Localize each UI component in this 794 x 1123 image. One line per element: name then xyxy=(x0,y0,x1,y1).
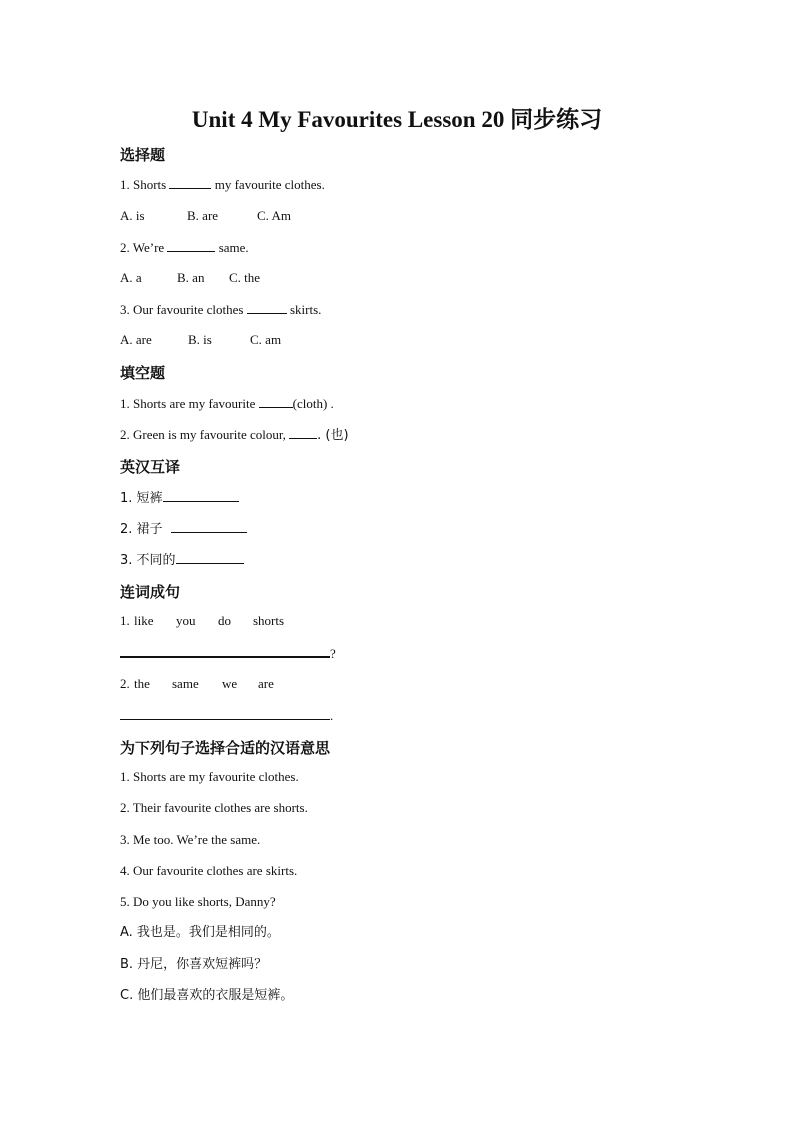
answer-line xyxy=(120,706,330,720)
page-title: Unit 4 My Favourites Lesson 20 同步练习 xyxy=(191,107,603,132)
match-sentence-5: 5. Do you like shorts, Danny? xyxy=(120,894,276,909)
question-text: skirts. xyxy=(289,302,322,317)
question-text: my favourite clothes. xyxy=(214,177,325,192)
answer-blank xyxy=(169,175,211,189)
fill-question-2 xyxy=(120,425,349,443)
scrambled-word: same xyxy=(172,676,199,691)
question-text: 1. Shorts are my favourite xyxy=(120,396,256,411)
fill-question-1 xyxy=(120,394,334,412)
translate-item-1 xyxy=(120,488,239,506)
translate-item-3 xyxy=(120,550,244,568)
answer-line xyxy=(120,643,330,658)
question-text: 1. Shorts xyxy=(120,177,167,192)
option-b: B. an xyxy=(177,270,205,285)
scrambled-word: do xyxy=(218,613,231,628)
option-c: C. Am xyxy=(257,208,291,223)
scrambled-word: are xyxy=(258,676,274,691)
scrambled-word: shorts xyxy=(253,613,285,628)
match-sentence-4: 4. Our favourite clothes are skirts. xyxy=(120,863,298,878)
section-heading-fill: 填空题 xyxy=(120,364,166,382)
question-text: . (也) xyxy=(317,428,349,443)
question-number: 2. xyxy=(120,676,130,691)
option-a: A. a xyxy=(120,270,142,285)
match-answer-a: A. 我也是。我们是相同的。 xyxy=(120,925,280,940)
answer-blank xyxy=(163,488,239,502)
question-text: same. xyxy=(218,240,249,255)
order-answer-2 xyxy=(120,706,333,724)
choice-question-3 xyxy=(120,300,321,318)
option-c: C. am xyxy=(250,332,282,347)
end-punctuation: . xyxy=(330,708,334,723)
end-punctuation: ? xyxy=(330,646,336,661)
scrambled-word: you xyxy=(176,613,196,628)
answer-blank xyxy=(176,550,244,564)
match-answer-b: B. 丹尼，你喜欢短裤吗？ xyxy=(120,957,268,972)
scrambled-word: the xyxy=(134,676,150,691)
translate-item-2 xyxy=(120,519,247,537)
scrambled-word: like xyxy=(134,613,154,628)
choice-question-1 xyxy=(120,175,325,193)
match-sentence-3: 3. Me too. We’re the same. xyxy=(120,832,261,847)
choice-question-2 xyxy=(120,238,249,256)
item-text: 1. 短裤 xyxy=(120,491,163,506)
answer-blank xyxy=(289,425,317,439)
option-a: A. are xyxy=(120,332,152,347)
answer-blank xyxy=(259,394,293,408)
question-text: 2. Green is my favourite colour, xyxy=(120,427,286,442)
question-text: 2. We’re xyxy=(120,240,165,255)
match-sentence-2: 2. Their favourite clothes are shorts. xyxy=(120,800,308,815)
section-heading-translate: 英汉互译 xyxy=(120,458,181,476)
match-sentence-1: 1. Shorts are my favourite clothes. xyxy=(120,769,299,784)
question-number: 1. xyxy=(120,613,130,628)
option-b: B. is xyxy=(188,332,212,347)
answer-blank xyxy=(247,300,287,314)
match-answer-c: C. 他们最喜欢的衣服是短裤。 xyxy=(120,988,294,1003)
question-text: (cloth) . xyxy=(292,396,334,411)
section-heading-match: 为下列句子选择合适的汉语意思 xyxy=(120,739,331,757)
item-text: 2. 裙子 xyxy=(120,522,163,537)
item-text: 3. 不同的 xyxy=(120,553,176,568)
scrambled-word: we xyxy=(222,676,238,691)
answer-blank xyxy=(171,519,247,533)
order-answer-1 xyxy=(120,643,336,661)
section-heading-order: 连词成句 xyxy=(120,583,181,601)
section-heading-choice: 选择题 xyxy=(120,146,166,164)
question-text: 3. Our favourite clothes xyxy=(120,302,244,317)
option-b: B. are xyxy=(187,208,219,223)
answer-blank xyxy=(167,238,215,252)
option-a: A. is xyxy=(120,208,145,223)
option-c: C. the xyxy=(229,270,261,285)
